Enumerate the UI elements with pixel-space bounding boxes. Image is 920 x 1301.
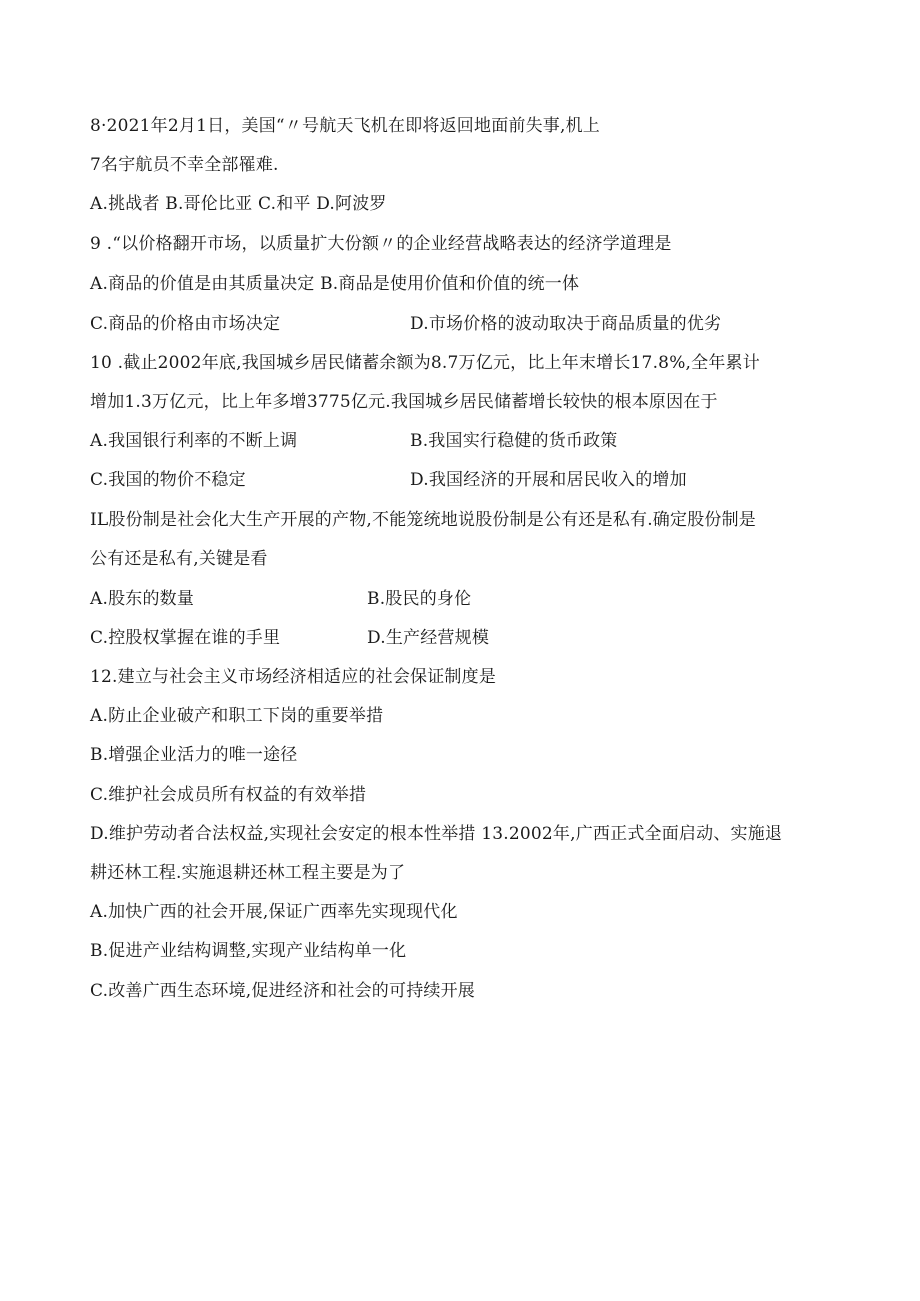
- q11-stem-line-2: 公有还是私有,关键是看: [90, 549, 268, 569]
- q11-stem-line-1: IL股份制是社会化大生产开展的产物,不能笼统地说股份制是公有还是私有.确定股份制是: [90, 510, 757, 530]
- q11-option-d: D.生产经营规模: [367, 628, 490, 648]
- q9-option-a-b: A.商品的价值是由其质量决定 B.商品是使用价值和价值的统一体: [90, 274, 580, 294]
- q9-stem: 9 .“以价格翻开市场，以质量扩大份额〃的企业经营战略表达的经济学道理是: [90, 234, 672, 254]
- q12-option-b: B.增强企业活力的唯一途径: [90, 745, 298, 765]
- q12-option-a: A.防止企业破产和职工下岗的重要举措: [90, 706, 384, 726]
- q11-option-a: A.股东的数量: [90, 589, 195, 609]
- q10-option-d: D.我国经济的开展和居民收入的增加: [410, 470, 687, 490]
- q13-option-b: B.促进产业结构调整,实现产业结构单一化: [90, 941, 407, 961]
- q13-stem-line-2: 耕还林工程.实施退耕还林工程主要是为了: [90, 863, 406, 883]
- q13-option-c: C.改善广西生态环境,促进经济和社会的可持续开展: [90, 981, 476, 1001]
- q11-option-b: B.股民的身伦: [367, 589, 472, 609]
- q12-option-c: C.维护社会成员所有权益的有效举措: [90, 785, 367, 805]
- q8-stem-line-1: 8·2021年2月1日，美国“〃号航天飞机在即将返回地面前失事,机上: [90, 116, 601, 136]
- q10-option-a: A.我国银行利率的不断上调: [90, 431, 298, 451]
- q12-stem: 12.建立与社会主义市场经济相适应的社会保证制度是: [90, 667, 497, 687]
- q8-stem-line-2: 7名宇航员不幸全部罹难.: [90, 155, 279, 175]
- q10-stem-line-1: 10 .截止2002年底,我国城乡居民储蓄余额为8.7万亿元，比上年末增长17.8%,全年累计: [90, 353, 760, 373]
- q8-options: A.挑战者 B.哥伦比亚 C.和平 D.阿波罗: [90, 194, 387, 214]
- q9-option-c: C.商品的价格由市场决定: [90, 314, 281, 334]
- q11-option-c: C.控股权掌握在谁的手里: [90, 628, 281, 648]
- q13-option-a: A.加快广西的社会开展,保证广西率先实现现代化: [90, 902, 458, 922]
- q12-option-d-and-q13-stem: D.维护劳动者合法权益,实现社会安定的根本性举措 13.2002年,广西正式全面启动、实施退: [90, 824, 783, 844]
- q10-option-c: C.我国的物价不稳定: [90, 470, 246, 490]
- q9-option-d: D.市场价格的波动取决于商品质量的优劣: [410, 314, 722, 334]
- q10-stem-line-2: 增加1.3万亿元，比上年多增3775亿元.我国城乡居民储蓄增长较快的根本原因在于: [90, 392, 718, 412]
- q10-option-b: B.我国实行稳健的货币政策: [410, 431, 618, 451]
